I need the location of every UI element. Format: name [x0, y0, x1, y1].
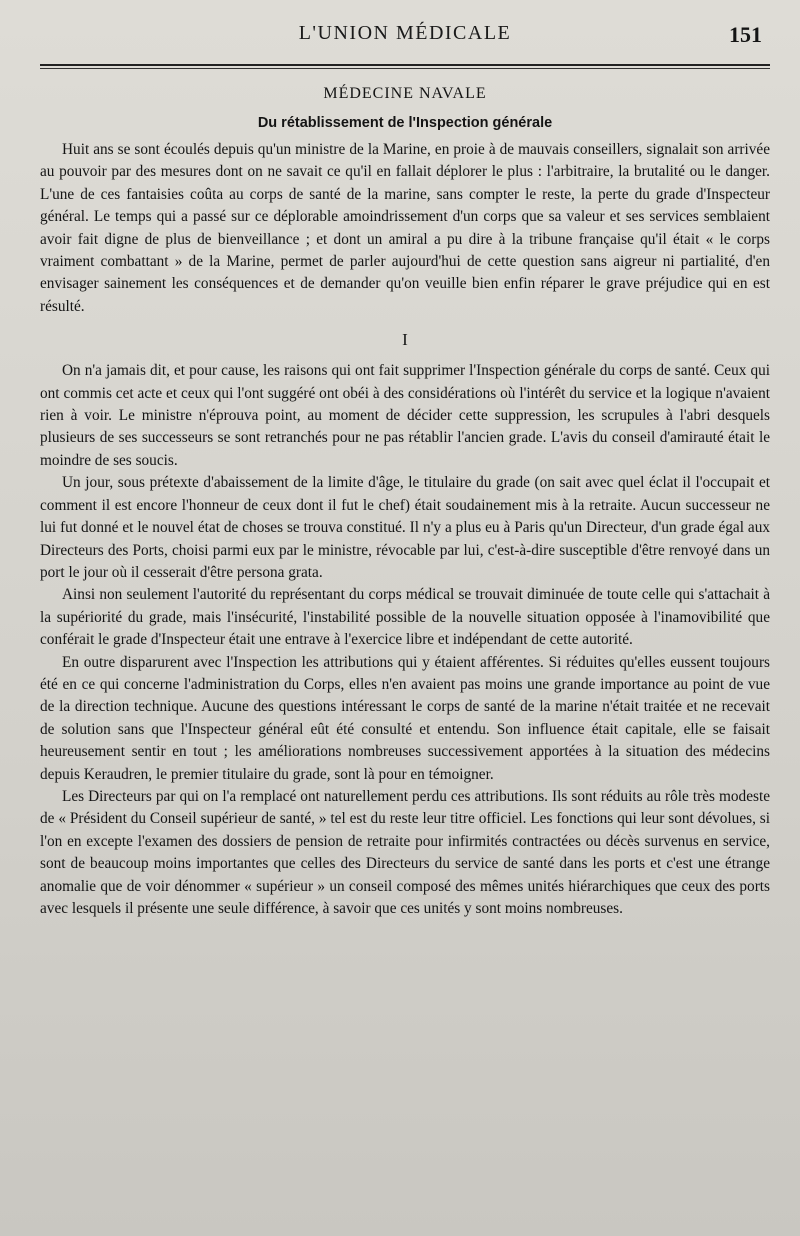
article-title: Du rétablissement de l'Inspection générale: [257, 115, 553, 131]
paragraph: Ainsi non seulement l'autorité du représentant du corps médical se trouvait diminuée de toute celle qui s'attachait à la supériorité du grade, mais l'insécurité, l'instabilité possible de la nouvelle situation opposée à l'inamovibilité que conférait le grade d'Inspecteur était une entrave à l'exercice libre et indépendant de cette autorité.: [40, 586, 770, 649]
section-title: MÉDECINE NAVALE: [323, 85, 487, 102]
page-number: 151: [729, 22, 762, 47]
header-rule-thin: [40, 68, 770, 69]
running-head: [40, 22, 770, 50]
journal-title: L'UNION MÉDICALE: [298, 22, 512, 44]
paragraph: En outre disparurent avec l'Inspection les attributions qui y étaient afférentes. Si réduites qu'elles eussent toujours été en ce qui concerne l'administration du Corps, elles n'en avaient pas moins une grande importance au point de vue de la direction technique. Aucune des questions intéressant le corps de santé de la marine n'était traitée et ne recevait de solution sans que l'Inspecteur général eût été consulté et entendu. Son influence était capitale, elle se faisait heureusement sentir en tout ; les améliorations nombreuses successivement apportées à la situation des médecins depuis Keraudren, le premier titulaire du grade, sont là pour en témoigner.: [40, 653, 770, 783]
article-body-intro: [40, 139, 770, 318]
paragraph: Huit ans se sont écoulés depuis qu'un ministre de la Marine, en proie à de mauvais conseillers, signalait son arrivée au pouvoir par des mesures dont on ne savait ce qu'il en fallait déplorer le plus : l'arbitraire, la brutalité ou le danger. L'une de ces fantaisies coûta au corps de santé de la marine, sans compter le reste, la perte du grade d'Inspecteur général. Le temps qui a passé sur ce déplorable amoindrissement d'un corps que sa valeur et ses services semblaient avoir fait digne de plus de bienveillance ; et dont un amiral a pu dire à la tribune française qu'il était « le corps vraiment combattant » de la Marine, permet de parler aujourd'hui de cette question sans aigreur ni partialité, d'en envisager sainement les conséquences et de demander qu'on veuille bien enfin réparer le grave préjudice qui en est résulté.: [40, 141, 770, 315]
header-rule: [40, 64, 770, 66]
paragraph: On n'a jamais dit, et pour cause, les raisons qui ont fait supprimer l'Inspection générale du corps de santé. Ceux qui ont commis cet acte et ceux qui l'ont suggéré ont obéi à des considérations où l'intérêt du service et la logique n'avaient rien à voir. Le ministre n'éprouva point, au moment de décider cette suppression, les scrupules à l'abri desquels plusieurs de ses successeurs se sont retranchés pour ne pas rétablir l'ancien grade. L'avis du conseil d'amirauté était le moindre de ses soucis.: [40, 362, 770, 469]
article-body-section-1: [40, 360, 770, 920]
paragraph: Un jour, sous prétexte d'abaissement de la limite d'âge, le titulaire du grade (on sait avec quel éclat il l'occupait et comment il est encore l'honneur de ceux dont il fut le chef) était soudainement mis à la retraite. Aucun successeur ne lui fut donné et le nouvel état de choses se trouva constitué. Il n'y a plus eu à Paris qu'un Directeur, d'un grade égal aux Directeurs des Ports, choisi parmi eux par le ministre, révocable par lui, c'est-à-dire susceptible d'être renvoyé dans un port le jour où il cesserait d'être persona grata.: [40, 474, 770, 581]
section-number: I: [402, 330, 408, 350]
paragraph: Les Directeurs par qui on l'a remplacé ont naturellement perdu ces attributions. Ils sont réduits au rôle très modeste de « Président du Conseil supérieur de santé, » tel est du reste leur titre officiel. Les fonctions qui leur sont dévolues, si l'on en excepte l'examen des dossiers de pension de retraite pour infirmités contractées ou décès survenus en service, sont de beaucoup moins importantes que celles des Directeurs du service de santé dans les ports et c'est une étrange anomalie que de voir dénommer « supérieur » un conseil composé des mêmes unités hiérarchiques que ceux des ports avec lesquels il présente une seule différence, à savoir que ces unités y sont moins nombreuses.: [40, 787, 770, 917]
